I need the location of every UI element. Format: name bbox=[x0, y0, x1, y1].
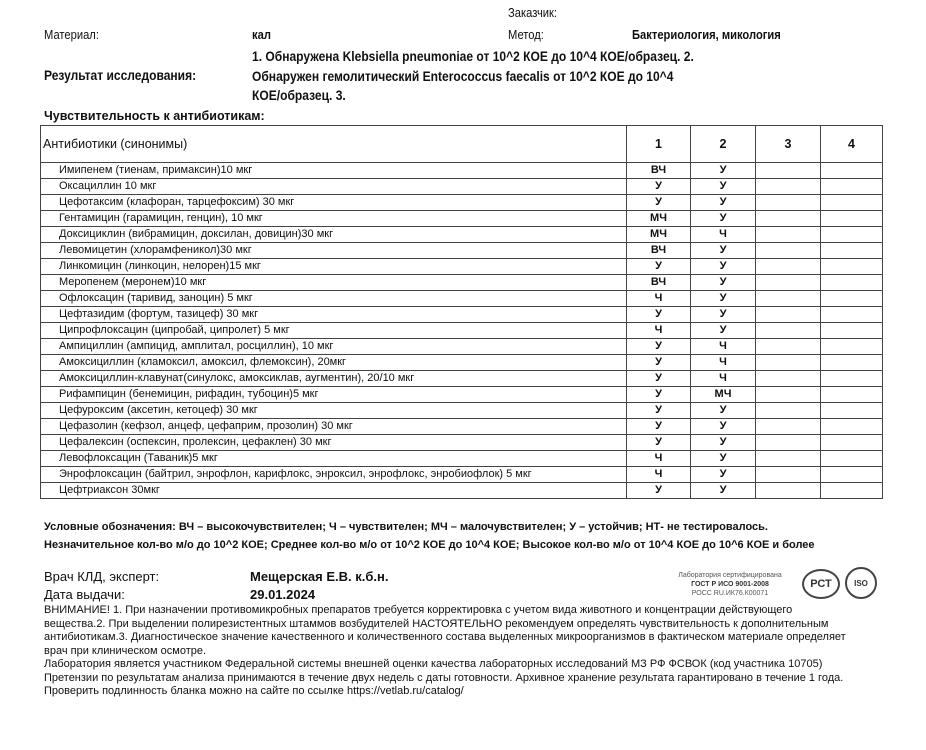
result-col-4 bbox=[821, 387, 883, 403]
cert-line: Лаборатория сертифицирована bbox=[678, 572, 782, 579]
result-col-4 bbox=[821, 403, 883, 419]
table-row bbox=[41, 419, 883, 435]
result-col-1: Ч bbox=[627, 323, 691, 339]
antibiotic-name: Меропенем (меронем)10 мкг bbox=[41, 275, 627, 291]
date-value: 29.01.2024 bbox=[250, 587, 316, 602]
result-col-4 bbox=[821, 259, 883, 275]
antibiotic-name: Цефотаксим (клафоран, тарцефоксим) 30 мкг bbox=[41, 195, 627, 211]
result-col-2: Ч bbox=[691, 371, 756, 387]
antibiotic-name: Ципрофлоксацин (ципробай, ципролет) 5 мкг bbox=[41, 323, 627, 339]
note-line: Лаборатория является участником Федеральной системы внешней оценки качества лабораторных исследований МЗ РФ ФСВОК (код участника 10705) bbox=[44, 658, 823, 670]
result-col-4 bbox=[821, 163, 883, 179]
antibiotic-name: Левофлоксацин (Таваник)5 мкг bbox=[41, 451, 627, 467]
table-row bbox=[41, 387, 883, 403]
table-row bbox=[41, 179, 883, 195]
table-row bbox=[41, 243, 883, 259]
result-col-2: Ч bbox=[691, 339, 756, 355]
iso-certification-logo-icon bbox=[845, 567, 877, 599]
sensitivity-title: Чувствительность к антибиотикам: bbox=[44, 109, 265, 123]
cert-line: РОСС RU.ИК76.К00071 bbox=[691, 590, 769, 597]
result-col-3 bbox=[756, 467, 821, 483]
table-row bbox=[41, 259, 883, 275]
note-line: вещества.2. При выделении полирезистентных штаммов возбудителей НАСТОЯТЕЛЬНО рекомендуем определять чувствительность к дополнительным bbox=[44, 617, 829, 630]
antibiotic-sensitivity-table bbox=[40, 125, 883, 499]
antibiotic-name: Цефазолин (кефзол, анцеф, цефаприм, прозолин) 30 мкг bbox=[41, 419, 627, 435]
result-line: 1. Обнаружена Klebsiella pneumoniae от 10^2 КОЕ до 10^4 КОЕ/образец. 2. bbox=[252, 48, 694, 64]
result-col-4 bbox=[821, 307, 883, 323]
method-value: Бактериология, микология bbox=[632, 27, 781, 42]
result-col-3 bbox=[756, 435, 821, 451]
result-col-3 bbox=[756, 291, 821, 307]
table-row bbox=[41, 195, 883, 211]
result-col-2: Ч bbox=[691, 227, 756, 243]
result-col-3 bbox=[756, 483, 821, 499]
certification-text bbox=[660, 571, 800, 598]
result-text bbox=[252, 47, 694, 106]
doctor-label: Врач КЛД, эксперт: bbox=[44, 569, 160, 584]
result-col-4 bbox=[821, 483, 883, 499]
result-col-1: У bbox=[627, 435, 691, 451]
result-col-3 bbox=[756, 307, 821, 323]
result-col-1: У bbox=[627, 259, 691, 275]
table-row bbox=[41, 483, 883, 499]
result-col-2: У bbox=[691, 323, 756, 339]
antibiotic-name: Офлоксацин (таривид, заноцин) 5 мкг bbox=[41, 291, 627, 307]
result-col-1: У bbox=[627, 195, 691, 211]
table-row bbox=[41, 371, 883, 387]
table-row bbox=[41, 227, 883, 243]
result-line: КОЕ/образец. 3. bbox=[252, 87, 346, 103]
result-col-4 bbox=[821, 339, 883, 355]
rst-logo-text: РСТ bbox=[810, 578, 832, 590]
result-col-4 bbox=[821, 211, 883, 227]
legend-line-2: Незначительное кол-во м/о до 10^2 КОЕ; Среднее кол-во м/о от 10^2 КОЕ до 10^4 КОЕ; Высокое кол-во м/о от 10^4 КОЕ до 10^6 КОЕ и более bbox=[44, 539, 815, 551]
result-col-4 bbox=[821, 451, 883, 467]
note-line: ВНИМАНИЕ! 1. При назначении противомикробных препаратов требуется корректировка с учетом вида животного и концентрации действующего bbox=[44, 604, 793, 616]
doctor-value: Мещерская Е.В. к.б.н. bbox=[250, 569, 389, 584]
column-header-antibiotics: Антибиотики (синонимы) bbox=[41, 126, 627, 163]
column-header-3: 3 bbox=[756, 126, 821, 163]
result-col-4 bbox=[821, 467, 883, 483]
result-col-3 bbox=[756, 403, 821, 419]
result-col-1: ВЧ bbox=[627, 275, 691, 291]
result-col-1: МЧ bbox=[627, 227, 691, 243]
result-col-4 bbox=[821, 227, 883, 243]
result-col-3 bbox=[756, 195, 821, 211]
result-col-1: Ч bbox=[627, 451, 691, 467]
result-col-2: У bbox=[691, 451, 756, 467]
result-col-3 bbox=[756, 451, 821, 467]
result-col-2: У bbox=[691, 179, 756, 195]
result-col-3 bbox=[756, 211, 821, 227]
result-col-3 bbox=[756, 323, 821, 339]
table-row bbox=[41, 307, 883, 323]
result-col-1: Ч bbox=[627, 291, 691, 307]
result-col-1: У bbox=[627, 387, 691, 403]
result-col-4 bbox=[821, 179, 883, 195]
antibiotic-name: Доксициклин (вибрамицин, доксилан, довицин)30 мкг bbox=[41, 227, 627, 243]
result-col-2: У bbox=[691, 435, 756, 451]
result-col-1: ВЧ bbox=[627, 163, 691, 179]
result-col-3 bbox=[756, 227, 821, 243]
antibiotic-name: Цефалексин (оспексин, пролексин, цефаклен) 30 мкг bbox=[41, 435, 627, 451]
result-col-1: У bbox=[627, 483, 691, 499]
result-col-3 bbox=[756, 163, 821, 179]
antibiotic-name: Цефтриаксон 30мкг bbox=[41, 483, 627, 499]
result-col-4 bbox=[821, 371, 883, 387]
result-label: Результат исследования: bbox=[44, 67, 197, 83]
result-col-4 bbox=[821, 195, 883, 211]
result-col-3 bbox=[756, 419, 821, 435]
result-col-2: Ч bbox=[691, 355, 756, 371]
antibiotic-name: Ампициллин (ампицид, амплитал, росциллин), 10 мкг bbox=[41, 339, 627, 355]
result-col-2: У bbox=[691, 403, 756, 419]
verify-link[interactable]: Проверить подлинность бланка можно на сайте по ссылке https://vetlab.ru/catalog/ bbox=[44, 685, 464, 697]
result-col-3 bbox=[756, 339, 821, 355]
result-col-2: У bbox=[691, 419, 756, 435]
result-col-1: У bbox=[627, 419, 691, 435]
result-col-2: У bbox=[691, 483, 756, 499]
material-label: Материал: bbox=[44, 27, 99, 42]
result-col-3 bbox=[756, 355, 821, 371]
column-header-1: 1 bbox=[627, 126, 691, 163]
result-col-1: МЧ bbox=[627, 211, 691, 227]
result-col-4 bbox=[821, 355, 883, 371]
column-header-2: 2 bbox=[691, 126, 756, 163]
result-col-2: МЧ bbox=[691, 387, 756, 403]
table-row bbox=[41, 467, 883, 483]
table-row bbox=[41, 291, 883, 307]
result-col-1: У bbox=[627, 371, 691, 387]
footer-notes bbox=[44, 604, 846, 699]
result-col-1: ВЧ bbox=[627, 243, 691, 259]
antibiotic-name: Оксациллин 10 мкг bbox=[41, 179, 627, 195]
result-col-4 bbox=[821, 243, 883, 259]
note-line: Претензии по результатам анализа принимаются в течение двух недель с даты готовности. Архивное хранение результата гарантировано в течение 1 года. bbox=[44, 671, 844, 684]
result-col-2: У bbox=[691, 307, 756, 323]
antibiotic-name: Цефуроксим (аксетин, кетоцеф) 30 мкг bbox=[41, 403, 627, 419]
date-label: Дата выдачи: bbox=[44, 587, 125, 602]
result-col-2: У bbox=[691, 291, 756, 307]
result-col-2: У bbox=[691, 467, 756, 483]
table-row bbox=[41, 275, 883, 291]
table-row bbox=[41, 451, 883, 467]
result-col-2: У bbox=[691, 259, 756, 275]
method-label: Метод: bbox=[508, 27, 544, 42]
legend-line-1: Условные обозначения: ВЧ – высокочувствителен; Ч – чувствителен; МЧ – малочувствителен; У – устойчив; НТ- не тестировалось. bbox=[44, 521, 768, 533]
result-col-2: У bbox=[691, 275, 756, 291]
result-col-4 bbox=[821, 291, 883, 307]
result-line: Обнаружен гемолитический Enterococcus faecalis от 10^2 КОЕ до 10^4 bbox=[252, 67, 674, 84]
customer-label: Заказчик: bbox=[508, 5, 558, 20]
result-col-2: У bbox=[691, 195, 756, 211]
antibiotic-name: Линкомицин (линкоцин, нелорен)15 мкг bbox=[41, 259, 627, 275]
result-col-4 bbox=[821, 419, 883, 435]
result-col-3 bbox=[756, 179, 821, 195]
result-col-4 bbox=[821, 435, 883, 451]
result-col-3 bbox=[756, 259, 821, 275]
result-col-1: У bbox=[627, 339, 691, 355]
result-col-1: У bbox=[627, 355, 691, 371]
result-col-3 bbox=[756, 243, 821, 259]
result-col-1: Ч bbox=[627, 467, 691, 483]
result-col-2: У bbox=[691, 163, 756, 179]
result-col-1: У bbox=[627, 307, 691, 323]
cert-line: ГОСТ Р ИСО 9001-2008 bbox=[691, 581, 769, 588]
antibiotic-name: Левомицетин (хлорамфеникол)30 мкг bbox=[41, 243, 627, 259]
result-col-4 bbox=[821, 323, 883, 339]
table-row bbox=[41, 403, 883, 419]
antibiotic-name: Имипенем (тиенам, примаксин)10 мкг bbox=[41, 163, 627, 179]
table-row bbox=[41, 211, 883, 227]
antibiotic-name: Гентамицин (гарамицин, генцин), 10 мкг bbox=[41, 211, 627, 227]
result-col-1: У bbox=[627, 179, 691, 195]
antibiotic-name: Рифампицин (бенемицин, рифадин, тубоцин)5 мкг bbox=[41, 387, 627, 403]
material-value: кал bbox=[252, 27, 271, 42]
column-header-4: 4 bbox=[821, 126, 883, 163]
result-col-3 bbox=[756, 387, 821, 403]
antibiotic-name: Цефтазидим (фортум, тазицеф) 30 мкг bbox=[41, 307, 627, 323]
result-col-2: У bbox=[691, 243, 756, 259]
result-col-4 bbox=[821, 275, 883, 291]
table-row bbox=[41, 435, 883, 451]
result-col-3 bbox=[756, 371, 821, 387]
table-row bbox=[41, 163, 883, 179]
table-row bbox=[41, 355, 883, 371]
note-line: врач при клиническом осмотре. bbox=[44, 644, 207, 657]
result-col-3 bbox=[756, 275, 821, 291]
antibiotic-name: Амоксициллин-клавунат(синулокс, амоксиклав, аугментин), 20/10 мкг bbox=[41, 371, 627, 387]
note-line: антибиотикам.3. Диагностическое значение качественного и количественного состава выделенных микроорганизмов в фактическом материале определяет bbox=[44, 631, 846, 643]
result-col-2: У bbox=[691, 211, 756, 227]
antibiotic-name: Амоксициллин (кламоксил, амоксил, флемоксин), 20мкг bbox=[41, 355, 627, 371]
antibiotic-name: Энрофлоксацин (байтрил, энрофлон, карифлокс, энроксил, энрофлокс, энробиофлок) 5 мкг bbox=[41, 467, 627, 483]
result-col-1: У bbox=[627, 403, 691, 419]
iso-logo-text: ISO bbox=[854, 578, 868, 588]
table-header-row bbox=[41, 126, 883, 163]
rst-certification-logo-icon bbox=[802, 569, 840, 599]
table-row bbox=[41, 323, 883, 339]
table-row bbox=[41, 339, 883, 355]
